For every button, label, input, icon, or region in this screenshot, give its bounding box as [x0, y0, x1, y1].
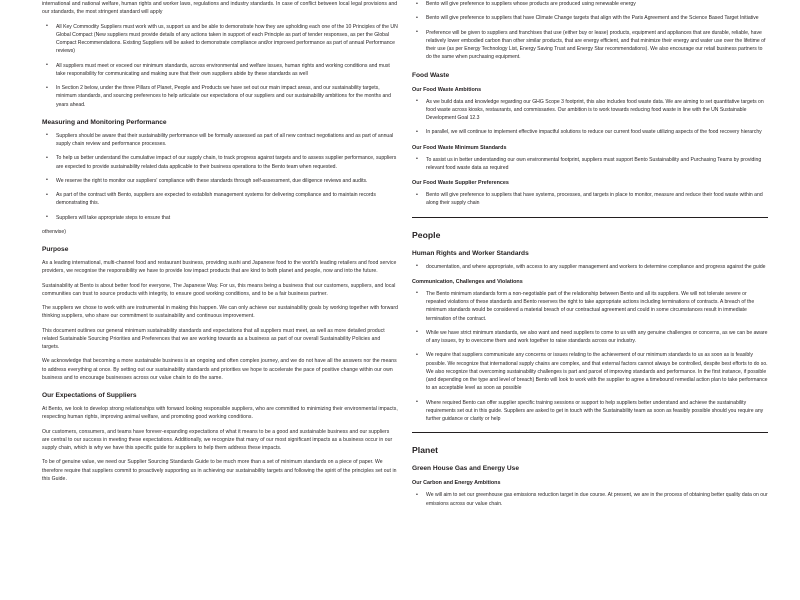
list-item: • In parallel, we will continue to implement effective impactful solutions to reduce our current food waste utilizing aspects of the food recovery hierarchy	[412, 128, 768, 136]
food-waste-ambitions-list	[412, 98, 768, 137]
list-item: • To help us better understand the cumulative impact of our supply chain, to track progress against targets and to assess supplier performance, suppliers are expected to provide sustainability related data applicable to their business operations to the Bento team when requested.	[42, 154, 398, 171]
left-column	[42, 0, 398, 489]
ghg-energy-heading: Green House Gas and Energy Use	[412, 465, 520, 473]
list-item: • All Key Commodity Suppliers must work with us, support us and be able to demonstrate how they are upholding each one of the 10 Principles of the UN Global Compact (New suppliers must provide details of any actions taken in support of each Principle as part of tender responses, as per the Global Compact Recommendations. Existing Suppliers will be asked to demonstrate compliance and/or improved performance as part of annual Performance reviews)	[42, 23, 398, 56]
human-rights-heading: Human Rights and Worker Standards	[412, 249, 529, 257]
food-waste-minimum-heading: Our Food Waste Minimum Standards	[412, 144, 507, 151]
expectations-heading: Our Expectations of Suppliers	[42, 392, 137, 399]
energy-bullet-list	[412, 0, 768, 62]
clipped-line: otherwise)	[42, 228, 67, 235]
expectations-paragraph: Our customers, consumers, and teams have forever-expanding expectations of what it means to be a good and sustainable business and our suppliers are central to our success in meeting these expectations. Additionally, we recognize that many of our most significant impacts as a business occur in our supply chain, which is why we have this specific guide for suppliers to help them address these impacts.	[42, 428, 393, 451]
carbon-ambitions-heading: Our Carbon and Energy Ambitions	[412, 480, 501, 487]
purpose-paragraph: The suppliers we chose to work with are instrumental in making this happen. We can only achieve our sustainability goals by working together with forward thinking suppliers, who share our commitment to sustainability and continuous improvement.	[42, 305, 398, 320]
list-item: • We reserve the right to monitor our suppliers' compliance with these standards through self-assessment, due diligence reviews and audits.	[42, 177, 398, 185]
list-item: • Bento will give preference to suppliers that have Climate Change targets that align with the Paris Agreement and the Science Based Target Initiative	[412, 14, 768, 22]
right-column	[412, 0, 768, 514]
expectations-paragraph: To be of genuine value, we need our Supplier Sourcing Standards Guide to be much more than a set of minimum standards on a piece of paper. We therefore require that suppliers commit to proactively supporting us in achieving our sustainability targets and following the spirit of the principles set out in this Guide.	[42, 459, 397, 482]
list-item: • All suppliers must meet or exceed our minimum standards, across environmental and welfare issues, human rights and working conditions and must take responsibility for communicating and making sure that their own suppliers abide by these standards as well	[42, 62, 398, 79]
planet-heading: Planet	[412, 445, 439, 456]
list-item: • In Section 2 below, under the three Pillars of Planet, People and Products we have set out our main impact areas, and our sustainability targets, minimum standards, and sourcing preferences to help articulate our expectations of our suppliers and our sustainability ambitions for the months and years ahead.	[42, 84, 398, 109]
list-item: • Preference will be given to suppliers and franchises that use (either buy or lease) products, equipment and appliances that are durable, reliable, have relatively lower embodied carbon than other similar products, that are energy efficient, and that minimize their energy and water use over the lifetime of their use (as per Energy Technology List, Energy Saving Trust and Energy Star recommendations). We also encourage our retail business partners to do the same when purchasing equipment.	[412, 29, 768, 62]
purpose-paragraph: We acknowledge that becoming a more sustainable business is an ongoing and often complex journey, and we do not have all the answers nor the means to address everything at once. By setting out our sustainability standards and priorities we hope to accelerate the pace of positive change within our own business and to encourage businesses across our value chain to do the same.	[42, 358, 397, 381]
list-item: • Bento will give preference to suppliers whose products are produced using renewable energy	[412, 0, 768, 8]
food-waste-ambitions-heading: Our Food Waste Ambitions	[412, 86, 482, 93]
expectations-paragraph: At Bento, we look to develop strong relationships with forward looking responsible suppliers, who are committed to minimizing their environmental impacts, respecting human rights, improving animal welfare, and promoting good working conditions.	[42, 406, 398, 421]
list-item: • We will aim to set our greenhouse gas emissions reduction target in due course. At present, we are in the process of obtaining better quality data on our emissions across our value chain.	[412, 491, 768, 508]
food-waste-preferences-heading: Our Food Waste Supplier Preferences	[412, 180, 509, 186]
list-item: • As part of the contract with Bento, suppliers are expected to establish management systems for delivering compliance and to maintain records demonstrating this.	[42, 191, 398, 208]
list-item: • documentation, and where appropriate, with access to any supplier management and workers to determine compliance and progress against the guide	[412, 263, 768, 271]
food-waste-minimum-list	[412, 156, 768, 173]
list-item: • As we build data and knowledge regarding our GHG Scope 3 footprint, this also includes food waste data. We are aiming to set quantitative targets on food waste across kiosks, restaurants, and commissaries. Our ambition is to work towards reducing food waste in line with the UN Sustainable Development Goal 12.3	[412, 98, 768, 123]
purpose-heading: Purpose	[42, 246, 69, 253]
list-item: • While we have strict minimum standards, we also want and need suppliers to come to us with any genuine challenges or concerns, as we can be aware of any issues, try to overcome them and work together to raise standards across our industry.	[412, 329, 768, 346]
intro-fragment: international and national welfare, human rights and worker laws, regulations and industry standards. In case of conflict between local legal provisions and our standards, the most stringent standard will apply	[42, 1, 398, 16]
carbon-ambitions-list	[412, 491, 768, 508]
food-waste-preferences-list	[412, 191, 768, 208]
food-waste-heading: Food Waste	[412, 71, 450, 79]
list-item: • Suppliers will take appropriate steps to ensure that	[42, 214, 398, 222]
section-divider	[412, 217, 768, 218]
list-item: • To assist us in better understanding our own environmental footprint, suppliers must support Bento Sustainability and Purchasing Teams by providing relevant food waste data as required	[412, 156, 768, 173]
list-item: • Where required Bento can offer supplier specific training sessions or support to help suppliers better understand and achieve the sustainability requirements set out in this guide. Suppliers are asked to get in touch with the Sustainability team as soon as feasibly possible should you require any further guidance or clarity or help	[412, 399, 768, 424]
section-divider	[412, 432, 768, 433]
top-bullet-list	[42, 23, 398, 109]
human-rights-list	[412, 263, 768, 271]
list-item: • Bento will give preference to suppliers that have systems, processes, and targets in place to monitor, measure and reduce their food waste within and along their supply chain	[412, 191, 768, 208]
list-item: • We require that suppliers communicate any concerns or issues relating to the achievement of our minimum standards to us as soon as is feasibly possible. We recognize that international supply chains are complex, and that external factors cannot always be controlled, despite best efforts to do so. We also recognize that overcoming sustainability challenges is part and parcel of improving standards and performance. In the first instance, if possible (and depending on the type and level of breach) Bento will look to work with the supplier to agree a timebound remedial action plan to take performance to an acceptable level as soon as possible	[412, 351, 768, 392]
communication-heading: Communication, Challenges and Violations	[412, 278, 523, 285]
people-heading: People	[412, 229, 441, 240]
purpose-paragraph: This document outlines our general minimum sustainability standards and expectations that all suppliers must meet, as well as more detailed product related Sustainable Sourcing Priorities and Preferences that we are working towards as a business as part of our overall Sustainability Policies and targets.	[42, 327, 385, 350]
monitoring-bullet-list	[42, 132, 398, 222]
purpose-paragraph: Sustainability at Bento is about better food for everyone, The Japanese Way. For us, this means being a business that our customers, suppliers, and local communities can trust to source products with integrity, to ensure good working conditions, and to be a fair business partner.	[42, 282, 396, 297]
purpose-paragraph: As a leading international, multi-channel food and restaurant business, providing sushi and Japanese food to the world's leading retailers and food service providers, we recognise the responsibility we have to provide low impact products that are kind to both planet and people, now and into the future.	[42, 260, 397, 275]
list-item: • The Bento minimum standards form a non-negotiable part of the relationship between Bento and all its suppliers. We will not tolerate severe or repeated violations of these standards and Bento reserves the right to take appropriate actions including terminations of contracts. A breach of the minimum standards would be considered a material breach of our contractual agreement and could in some circumstances result in immediate termination of the contract.	[412, 290, 768, 323]
communication-list	[412, 290, 768, 424]
list-item: • Suppliers should be aware that their sustainability performance will be formally assessed as part of all new contract negotiations and as part of annual supply chain review and performance processes.	[42, 132, 398, 149]
measuring-monitoring-heading: Measuring and Monitoring Performance	[42, 118, 167, 126]
